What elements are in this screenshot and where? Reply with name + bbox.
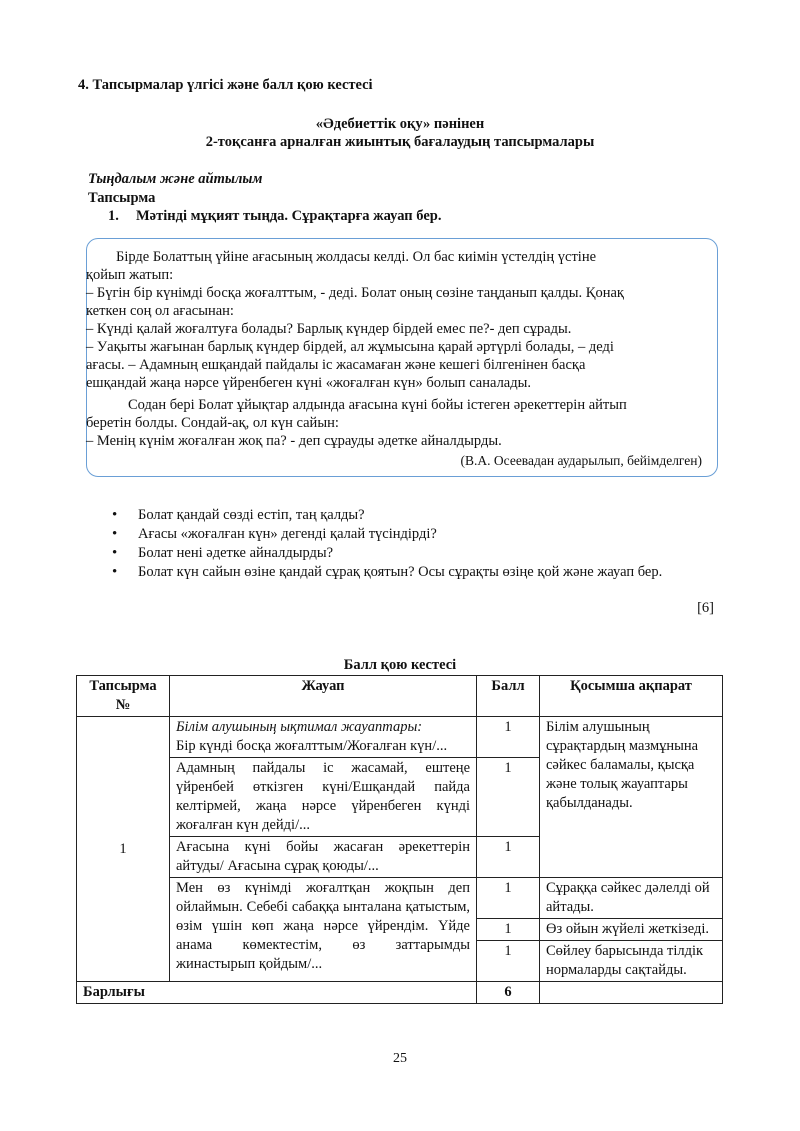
text-line: Бірде Болаттың үйіне ағасының жолдасы келді. Ол бас киімін үстелдің үстіне <box>116 249 597 265</box>
text-line: Содан бері Болат ұйықтар алдында ағасына күні бойы істеген әрекеттерін айтып <box>128 397 627 413</box>
info-cell: Сөйлеу барысында тілдік нормаларды сақтайды. <box>540 941 723 982</box>
text-line: – Бүгін бір күнімді босқа жоғалттым, - деді. Болат оның сөзіне таңданып қалды. Қонақ <box>86 285 624 301</box>
ball-cell: 1 <box>477 837 540 878</box>
task-item-text: Мәтінді мұқият тыңда. Сұрақтарға жауап бер. <box>136 208 442 224</box>
answer-cell: Ағасына күні бойы жасаған әрекеттерін айтуды/ Ағасына сұрақ қоюды/... <box>170 837 477 878</box>
text-line: – Менің күнім жоғалған жоқ па? - деп сұрауды әдетке айналдырды. <box>86 433 502 449</box>
total-info-empty <box>540 982 723 1004</box>
page-number: 25 <box>393 1051 407 1066</box>
ball-cell: 1 <box>477 878 540 919</box>
text-line: – Уақыты жағынан барлық күндер бірдей, ал жұмысына қарай әртүрлі болады, – деді <box>86 339 614 355</box>
question-list <box>112 506 722 582</box>
task-number-cell: 1 <box>77 717 170 982</box>
text-line: кеткен соң ол ағасынан: <box>86 303 234 319</box>
question-item: • Болат күн сайын өзіне қандай сұрақ қоятын? Осы сұрақты өзіңе қой және жауап бер. <box>112 563 722 582</box>
task-item-number: 1. <box>108 208 119 224</box>
header-info: Қосымша ақпарат <box>540 676 723 717</box>
source-note: (В.А. Осеевадан аударылып, бейімделген) <box>460 453 702 468</box>
question-item: • Болат нені әдетке айналдырды? <box>112 544 722 563</box>
section-heading: 4. Тапсырмалар үлгісі және балл қою кестесі <box>78 77 373 93</box>
listening-heading: Тыңдалым және айтылым <box>88 171 263 187</box>
answer-text: Бір күнді босқа жоғалттым/Жоғалған күн/... <box>176 738 448 754</box>
table-row <box>77 878 723 919</box>
text-line: қойып жатып: <box>86 267 174 283</box>
answer-cell: Мен өз күнімді жоғалтқан жоқпын деп ойлаймын. Себебі сабаққа ынталана қатыстым, өзім үшін көп жаңа нәрсе үйрендім. Үйде анама көмектестім, өз заттарымды жинастырып қойдым/... <box>170 878 477 982</box>
score-mark: [6] <box>697 600 714 616</box>
answer-cell: Адамның пайдалы іс жасамай, ештеңе үйренбей өткізген күні/Ешқандай пайда келтірмей, жаңа нәрсе үйренбеген күнді жоғалған күн дейді/... <box>170 758 477 837</box>
table-header-row <box>77 676 723 717</box>
assessment-title: 2-тоқсанға арналған жиынтық бағалаудың тапсырмалары <box>205 134 595 150</box>
ball-cell: 1 <box>477 717 540 758</box>
info-cell: Сұраққа сәйкес дәлелді ой айтады. <box>540 878 723 919</box>
text-line: ешқандай жаңа нәрсе үйренбеген күні «жоғалған күн» болып саналады. <box>86 375 531 391</box>
total-label: Барлығы <box>77 982 477 1004</box>
subject-line: «Әдебиеттік оқу» пәнінен <box>315 116 485 132</box>
header-answer: Жауап <box>170 676 477 717</box>
table-row <box>77 717 723 758</box>
total-value: 6 <box>477 982 540 1004</box>
answer-cell <box>170 717 477 758</box>
ball-cell: 1 <box>477 941 540 982</box>
text-line: ағасы. – Адамның ешқандай пайдалы іс жасамаған және кешегі білгенінен басқа <box>86 357 586 373</box>
info-cell: Өз ойын жүйелі жеткізеді. <box>540 919 723 941</box>
ball-cell: 1 <box>477 919 540 941</box>
task-label: Тапсырма <box>88 190 156 206</box>
task-item <box>108 208 441 225</box>
text-line: беретін болды. Сондай-ақ, ол күн сайын: <box>86 415 339 431</box>
table-title: Балл қою кестесі <box>343 657 457 673</box>
answer-intro: Білім алушының ықтимал жауаптары: <box>176 719 423 735</box>
info-cell: Білім алушының сұрақтардың мазмұнына сәйкес баламалы, қысқа және толық жауаптары қабылданады. <box>540 717 723 878</box>
scoring-table <box>76 675 723 1004</box>
question-item: • Болат қандай сөзді естіп, таң қалды? <box>112 506 722 525</box>
text-line: – Күнді қалай жоғалтуға болады? Барлық күндер бірдей емес пе?- деп сұрады. <box>86 321 572 337</box>
header-task: Тапсырма № <box>77 676 170 717</box>
header-ball: Балл <box>477 676 540 717</box>
ball-cell: 1 <box>477 758 540 837</box>
question-item: • Ағасы «жоғалған күн» дегенді қалай түсіндірді? <box>112 525 722 544</box>
table-total-row <box>77 982 723 1004</box>
